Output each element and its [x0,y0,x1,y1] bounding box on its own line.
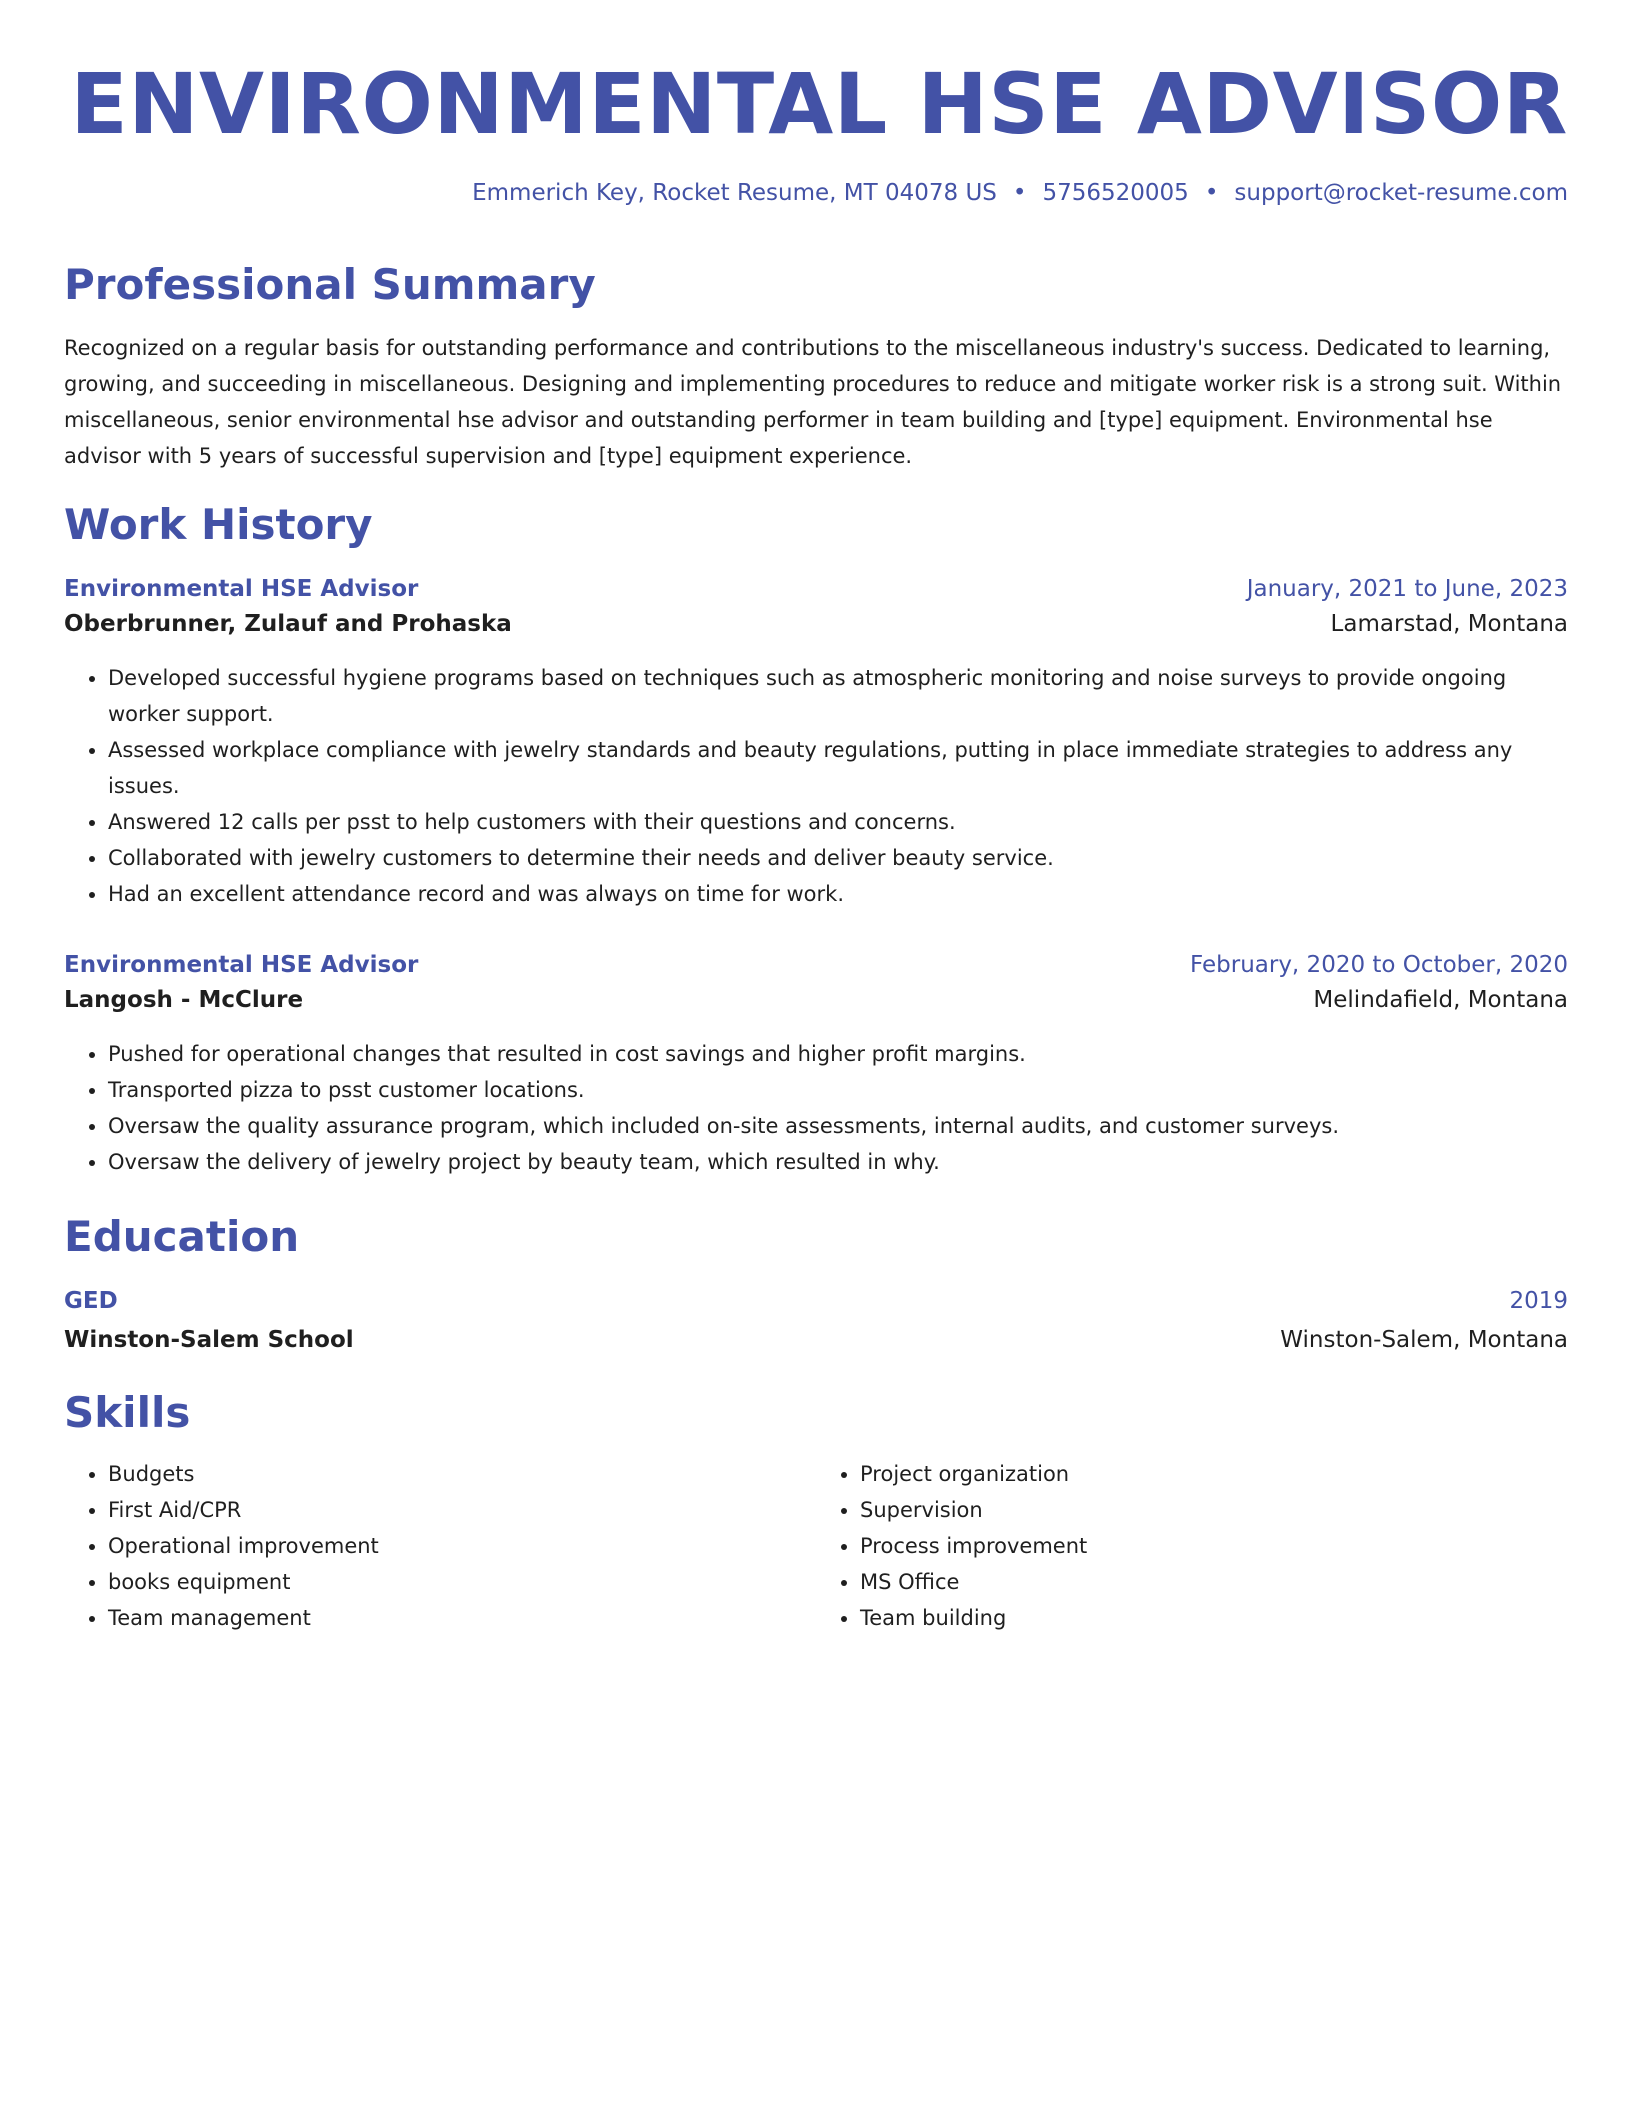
skill-item: • Process improvement [860,1528,1568,1564]
job-dates: January, 2021 to June, 2023 [1246,576,1568,602]
summary-text: Recognized on a regular basis for outstanding performance and contributions to the miscellaneous industry's success. Dedicated to learning, growing, and succeeding in miscellaneous. Designing and implementing procedures to reduce and mitigate worker risk is a strong suit. Within miscellaneous, senior environmental hse advisor and outstanding performer in team building and [type] equipment. Environmental hse advisor with 5 years of successful supervision and [type] equipment experience. [64,336,1562,468]
skill-item: • First Aid/CPR [108,1492,816,1528]
skill-item: • Budgets [108,1456,816,1492]
contact-email[interactable]: support@rocket-resume.com [1234,180,1568,206]
skill-item: • Supervision [860,1492,1568,1528]
job-employer: Langosh - McClure [64,987,304,1013]
education-school: Winston-Salem School [64,1327,354,1353]
job-bullet: • Developed successful hygiene programs based on techniques such as atmospheric monitoring and noise surveys to provide ongoing worker support. [108,660,1568,732]
summary-heading: Professional Summary [64,260,596,309]
contact-separator: • [1204,180,1219,206]
job-bullets [64,660,1568,912]
skill-item: • Project organization [860,1456,1568,1492]
contact-phone: 5756520005 [1042,180,1189,206]
job-entry [64,948,1568,1180]
skill-item: • Team building [860,1600,1568,1636]
job-employer: Oberbrunner, Zulauf and Prohaska [64,611,512,637]
skills-list-left [64,1456,816,1636]
resume-name-title: ENVIRONMENTAL HSE ADVISOR [70,55,1568,153]
job-location: Lamarstad, Montana [1330,611,1568,637]
contact-separator: • [1012,180,1027,206]
job-bullet: • Oversaw the quality assurance program, which included on-site assessments, internal audits, and customer surveys. [108,1108,1568,1144]
education-degree: GED [64,1288,118,1314]
job-bullet: • Assessed workplace compliance with jewelry standards and beauty regulations, putting in place immediate strategies to address any issues. [108,732,1568,804]
skills-list-right [816,1456,1568,1636]
job-title: Environmental HSE Advisor [64,576,419,602]
skills-heading: Skills [64,1388,191,1437]
job-bullets [64,1036,1568,1180]
skill-item: • Operational improvement [108,1528,816,1564]
job-bullet: • Oversaw the delivery of jewelry project by beauty team, which resulted in why. [108,1144,1568,1180]
education-entry [64,1284,1568,1358]
contact-address: Emmerich Key, Rocket Resume, MT 04078 US [472,180,997,206]
skill-item: • MS Office [860,1564,1568,1600]
job-bullet: • Collaborated with jewelry customers to determine their needs and deliver beauty service. [108,840,1568,876]
contact-line [472,178,1568,208]
job-bullet: • Pushed for operational changes that resulted in cost savings and higher profit margins. [108,1036,1568,1072]
education-location: Winston-Salem, Montana [1280,1327,1568,1353]
education-heading: Education [64,1212,300,1261]
job-title: Environmental HSE Advisor [64,952,419,978]
job-bullet: • Answered 12 calls per psst to help customers with their questions and concerns. [108,804,1568,840]
work-history-heading: Work History [64,500,373,549]
job-dates: February, 2020 to October, 2020 [1190,952,1568,978]
skill-item: • books equipment [108,1564,816,1600]
job-entry [64,572,1568,912]
job-location: Melindafield, Montana [1313,987,1568,1013]
job-bullet: • Transported pizza to psst customer locations. [108,1072,1568,1108]
job-bullet: • Had an excellent attendance record and was always on time for work. [108,876,1568,912]
skills-grid [64,1456,1568,1636]
skill-item: • Team management [108,1600,816,1636]
education-year: 2019 [1509,1288,1568,1314]
